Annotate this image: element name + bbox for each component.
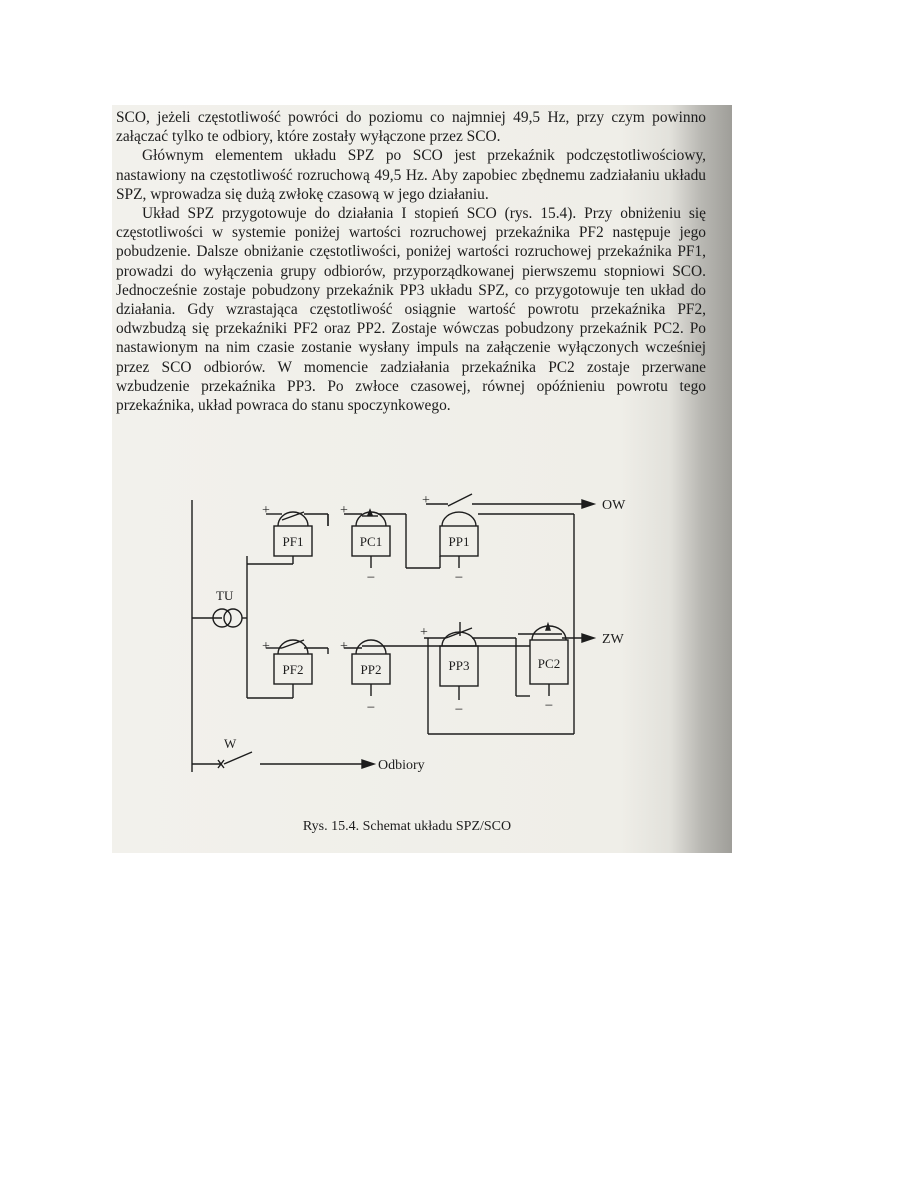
paragraph-2: Głównym elementem układu SPZ po SCO jest przekaźnik podczęstotliwościowy, nastawiony na częstotliwość rozruchową 49,5 Hz. Aby zapobiec zbędnemu zadziałaniu układu SPZ, wprowadza się dużą zwłokę czasową w jego działaniu. [116,147,706,203]
relay-pc1-label: PC1 [359,534,383,549]
relay-pf1-label: PF1 [282,534,304,549]
output-ow: OW [602,498,626,513]
transformer-label: TU [216,588,234,603]
minus-pc2: − [544,698,554,714]
circuit-diagram [178,488,648,788]
plus-pp1: + [422,493,430,508]
minus-pc1: − [366,570,376,586]
minus-pp3: − [454,702,464,718]
paragraph-3: Układ SPZ przygotowuje do działania I stopień SCO (rys. 15.4). Przy obniżeniu się częstotliwości w systemie poniżej wartości rozruchowej przekaźnika PF2 następuje jego pobudzenie. Dalsze obniżanie częstotliwości, poniżej wartości rozruchowej przekaźnika PF1, prowadzi do wyłączenia grupy odbiorów, przyporządkowanej pierwszemu stopniowi SCO. Jednocześnie zostaje pobudzony przekaźnik PP3 układu SPZ, co przygotowuje ten układ do działania. Gdy wzrastająca częstotliwość osiągnie wartość powrotu przekaźnika PF2, odwzbudzą się przekaźniki PF2 oraz PP2. Zostaje wówczas pobudzony przekaźnik PC2. Po nastawionym na nim czasie zostanie wysłany impuls na załączenie wyłączonych wcześniej przez SCO odbiorów. W momencie zadziałania przekaźnika PC2 zostaje przerwane wzbudzenie przekaźnika PP3. Po zwłoce czasowej, równej opóźnieniu powrotu tego przekaźnika, układ powraca do stanu spoczynkowego. [116,205,706,415]
relay-pc2-label: PC2 [537,656,561,671]
body-text [116,108,706,415]
output-zw: ZW [602,632,624,647]
relay-pp2 [340,639,390,716]
figure-caption: Rys. 15.4. Schemat układu SPZ/SCO [302,819,512,834]
switch-label: W [224,736,237,751]
relay-pp1 [422,493,478,586]
relay-pp2-label: PP2 [360,662,382,677]
relay-pp3 [420,622,478,718]
relay-pp1-label: PP1 [448,534,470,549]
relay-pf2 [262,639,312,684]
plus-pp3: + [420,625,428,640]
plus-pp2: + [340,639,348,654]
relay-pc1 [340,503,390,586]
relay-pp3-label: PP3 [448,658,470,673]
output-odbiory: Odbiory [378,758,425,773]
plus-pc1: + [340,503,348,518]
paragraph-1: SCO, jeżeli częstotliwość powróci do poziomu co najmniej 49,5 Hz, przy czym powinno załączać tylko te odbiory, które zostały wyłączone przez SCO. [116,109,706,146]
plus-pf2: + [262,639,270,654]
minus-pp1: − [454,570,464,586]
relay-pf2-label: PF2 [282,662,304,677]
transformer-tu [192,556,247,698]
switch-w [192,736,425,773]
minus-pp2: − [366,700,376,716]
plus-pf1: + [262,503,270,518]
relay-pf1 [262,503,312,556]
